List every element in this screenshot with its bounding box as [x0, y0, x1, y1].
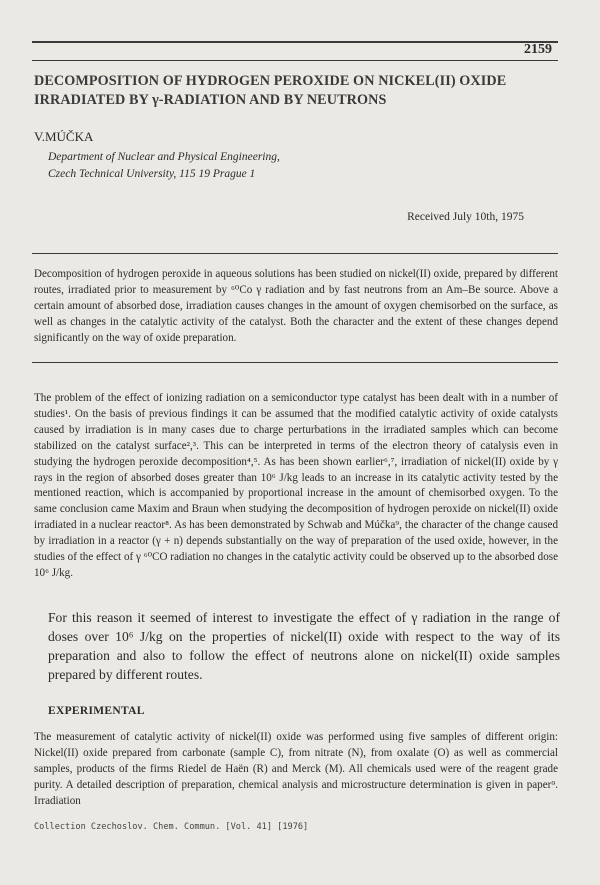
aim-paragraph: For this reason it seemed of interest to investigate the effect of γ radiation in the range of doses over 10⁶ J/kg on the properties of nickel(II) oxide with respect to the way of its preparation and also to follow the effect of neutrons alone on nickel(II) oxide samples prepared by different routes. — [48, 610, 560, 682]
received-date: Received July 10th, 1975 — [407, 211, 524, 223]
article-title: DECOMPOSITION OF HYDROGEN PEROXIDE ON NICKEL(II) OXIDE IRRADIATED BY γ-RADIATION AND BY NEUTRONS — [34, 73, 507, 108]
header-rule-top — [32, 41, 558, 43]
journal-footer: Collection Czechoslov. Chem. Commun. [Vol. 41] [1976] — [34, 822, 309, 832]
intro-paragraph: The problem of the effect of ionizing radiation on a semiconductor type catalyst has been dealt with in a number of studies¹. On the basis of previous findings it can be assumed that the modified catalytic activity of oxide catalysts caused by irradiation is in many cases due to charge perturbations in the irradiated samples which can become stabilized on the catalyst surface²,³. This can be interpreted in terms of the electron theory of catalysis even in studying the hydrogen peroxide decomposition⁴,⁵. As has been shown earlier⁶,⁷, irradiation of nickel(II) oxide by γ rays in the region of absorbed doses greater than 10⁶ J/kg leads to an increase in its catalytic activity tested by the mentioned reaction, which is accompanied by proportional increase in the amount of chemisorbed oxygen. To the same conclusion came Maxim and Braun when studying the decomposition of hydrogen peroxide on nickel(II) oxide irradiated in a nuclear reactor⁸. As has been demonstrated by Schwab and Múčka⁹, the character of the change caused by irradiation in a reactor (γ + n) depends substantially on the way of preparation of the used oxide, however, in the studies of the effect of γ ⁶⁰CO radiation no changes in the catalytic activity could be observed up to the absorbed dose 10⁶ J/kg. — [34, 392, 558, 579]
experimental-paragraph: The measurement of catalytic activity of nickel(II) oxide was performed using five samples of different origin: Nickel(II) oxide prepared from carbonate (sample C), from nitrate (N), from oxalate (O) as well as commercial samples, products of the firms Riedel de Haën (R) and Merck (M). All chemicals used were of the reagent grade purity. A detailed description of preparation, chemical analysis and microstructure determination is given in paper⁹. Irradiation — [34, 731, 558, 807]
affiliation-line: Czech Technical University, 115 19 Prague 1 — [48, 168, 256, 180]
page-number: 2159 — [524, 42, 552, 57]
header-rule-bottom — [32, 60, 558, 61]
abstract-rule-top — [32, 253, 558, 254]
affiliation-line: Department of Nuclear and Physical Engineering, — [48, 151, 280, 163]
section-heading: EXPERIMENTAL — [48, 705, 145, 717]
abstract-rule-bottom — [32, 362, 558, 363]
affiliation — [48, 149, 448, 183]
abstract: Decomposition of hydrogen peroxide in aqueous solutions has been studied on nickel(II) oxide, prepared by different routes, irradiated prior to measurement by ⁶⁰Co γ radiation and by fast neutrons from an Am–Be source. Above a certain amount of absorbed dose, irradiation causes changes in the amount of oxygen chemisorbed on the surface, as well as changes in the catalytic activity of the catalyst. Both the character and the extent of these changes depend significantly on the way of oxide preparation. — [34, 268, 558, 344]
author: V.MÚČKA — [34, 129, 94, 144]
